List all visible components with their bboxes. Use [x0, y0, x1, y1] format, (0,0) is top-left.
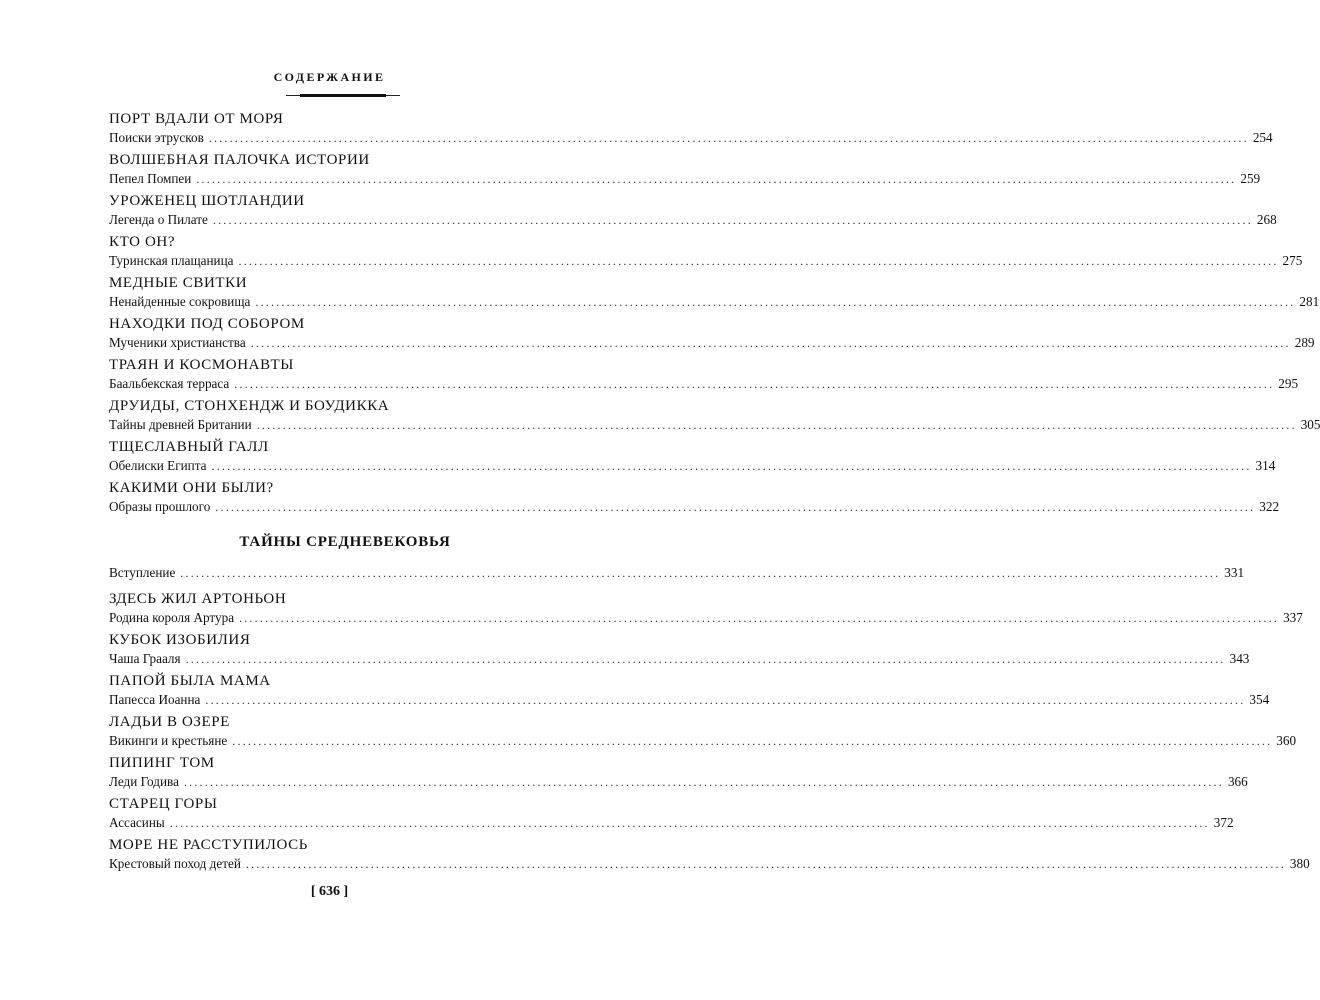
chapter-subtitle: Баальбекская терраса — [109, 376, 230, 391]
page-number: 331 — [1224, 565, 1245, 580]
chapter-title: ПАПОЙ БЫЛА МАМА — [109, 673, 271, 689]
chapter-title: ТЩЕСЛАВНЫЙ ГАЛЛ — [109, 439, 269, 455]
leader-dots: ........................................................................................................................................................................................................ — [169, 816, 1210, 830]
chapter-title: ПИПИНГ ТОМ — [109, 755, 215, 771]
toc-entry — [109, 192, 1277, 229]
chapter-line — [109, 650, 1250, 668]
chapter-line — [109, 457, 1276, 475]
chapter-line — [109, 252, 1303, 270]
chapter-line — [109, 855, 1310, 873]
page-number: 254 — [1252, 130, 1273, 145]
chapter-line — [109, 293, 1320, 311]
leader-dots: ........................................................................................................................................................................................................ — [256, 418, 1297, 432]
toc-entry — [109, 795, 1234, 832]
chapter-title: КАКИМИ ОНИ БЫЛИ? — [109, 480, 274, 496]
chapter-subtitle: Мученики христианства — [109, 335, 246, 350]
leader-dots: ........................................................................................................................................................................................................ — [239, 611, 1280, 625]
toc-entry — [109, 356, 1299, 393]
toc-entry — [109, 151, 1261, 188]
page-number: 366 — [1227, 774, 1248, 789]
chapter-subtitle: Ассасины — [109, 815, 165, 830]
chapter-title: ВОЛШЕБНАЯ ПАЛОЧКА ИСТОРИИ — [109, 152, 370, 168]
chapter-line — [109, 773, 1248, 791]
chapter-subtitle: Чаша Грааля — [109, 651, 181, 666]
page-number: 314 — [1255, 458, 1276, 473]
leader-dots: ........................................................................................................................................................................................................ — [180, 566, 1221, 580]
page-number: 268 — [1256, 212, 1277, 227]
chapter-subtitle: Тайны древней Британии — [109, 417, 252, 432]
page-number: 343 — [1229, 651, 1250, 666]
chapter-subtitle: Крестовый поход детей — [109, 856, 241, 871]
toc-entry — [109, 233, 1303, 270]
toc-entry — [109, 274, 1320, 311]
toc-entry — [109, 438, 1276, 475]
chapter-line — [109, 129, 1273, 147]
leader-dots: ........................................................................................................................................................................................................ — [205, 693, 1246, 707]
page-number: 354 — [1249, 692, 1270, 707]
page-number: 305 — [1300, 417, 1320, 432]
chapter-subtitle: Пепел Помпеи — [109, 171, 192, 186]
leader-dots: ........................................................................................................................................................................................................ — [245, 857, 1286, 871]
chapter-title: УРОЖЕНЕЦ ШОТЛАНДИИ — [109, 193, 305, 209]
leader-dots: ........................................................................................................................................................................................................ — [215, 500, 1256, 514]
chapter-title: НАХОДКИ ПОД СОБОРОМ — [109, 316, 305, 332]
chapter-subtitle: Легенда о Пилате — [109, 212, 208, 227]
chapter-line — [109, 416, 1320, 434]
leader-dots: ........................................................................................................................................................................................................ — [255, 295, 1296, 309]
toc-entry — [109, 110, 1273, 147]
toc-entry — [109, 754, 1248, 791]
page-number: 259 — [1240, 171, 1261, 186]
leader-dots: ........................................................................................................................................................................................................ — [183, 775, 1224, 789]
leader-dots: ........................................................................................................................................................................................................ — [234, 377, 1275, 391]
page-number: 295 — [1278, 376, 1299, 391]
chapter-subtitle: Обелиски Египта — [109, 458, 207, 473]
toc-entry — [109, 713, 1297, 750]
intro-label: Вступление — [109, 565, 176, 580]
page-number: 360 — [1276, 733, 1297, 748]
chapter-title: МОРЕ НЕ РАССТУПИЛОСЬ — [109, 837, 308, 853]
table-of-contents — [109, 110, 1320, 877]
chapter-line — [109, 691, 1270, 709]
page-number: 281 — [1299, 294, 1320, 309]
chapter-line — [109, 732, 1297, 750]
page-footer — [0, 884, 659, 900]
footer-bracket-close: ] — [343, 884, 349, 899]
toc-entry — [109, 397, 1320, 434]
chapter-title: ЗДЕСЬ ЖИЛ АРТОНЬОН — [109, 591, 287, 607]
toc-entry — [109, 590, 1303, 627]
chapter-title: ПОРТ ВДАЛИ ОТ МОРЯ — [109, 111, 284, 127]
page-number: 337 — [1283, 610, 1303, 625]
chapter-line — [109, 375, 1299, 393]
chapter-title: СТАРЕЦ ГОРЫ — [109, 796, 218, 812]
section-heading: ТАЙНЫ СРЕДНЕВЕКОВЬЯ — [239, 534, 451, 550]
header-rule-accent — [300, 94, 386, 97]
chapter-subtitle: Папесса Иоанна — [109, 692, 201, 707]
chapter-subtitle: Туринская плащаница — [109, 253, 234, 268]
chapter-line — [109, 609, 1303, 627]
page-number: 322 — [1259, 499, 1280, 514]
chapter-title: ДРУИДЫ, СТОНХЕНДЖ И БОУДИККА — [109, 398, 390, 414]
chapter-title: ЛАДЬИ В ОЗЕРЕ — [109, 714, 231, 730]
chapter-title: КТО ОН? — [109, 234, 176, 250]
chapter-title: ТРАЯН И КОСМОНАВТЫ — [109, 357, 294, 373]
leader-dots: ........................................................................................................................................................................................................ — [211, 459, 1252, 473]
toc-entry — [109, 631, 1250, 668]
leader-dots: ........................................................................................................................................................................................................ — [185, 652, 1226, 666]
chapter-title: МЕДНЫЕ СВИТКИ — [109, 275, 248, 291]
leader-dots: ........................................................................................................................................................................................................ — [250, 336, 1291, 350]
page-number: 275 — [1282, 253, 1303, 268]
leader-dots: ........................................................................................................................................................................................................ — [212, 213, 1253, 227]
leader-dots: ........................................................................................................................................................................................................ — [238, 254, 1279, 268]
chapter-subtitle: Викинги и крестьяне — [109, 733, 228, 748]
toc-entry — [109, 479, 1280, 516]
footer-page-number: 636 — [319, 884, 340, 899]
chapter-subtitle: Поиски этрусков — [109, 130, 204, 145]
chapter-subtitle: Образы прошлого — [109, 499, 211, 514]
footer-bracket-open: [ — [310, 884, 316, 899]
chapter-line — [109, 334, 1315, 352]
leader-dots: ........................................................................................................................................................................................................ — [208, 131, 1249, 145]
leader-dots: ........................................................................................................................................................................................................ — [232, 734, 1273, 748]
chapter-line — [109, 498, 1280, 516]
leader-dots: ........................................................................................................................................................................................................ — [196, 172, 1237, 186]
chapter-line — [109, 814, 1234, 832]
chapter-subtitle: Ненайденные сокровища — [109, 294, 251, 309]
chapter-subtitle: Леди Годива — [109, 774, 179, 789]
intro-line — [109, 564, 1245, 582]
page-number: 380 — [1289, 856, 1310, 871]
chapter-subtitle: Родина короля Артура — [109, 610, 235, 625]
page-header-title: СОДЕРЖАНИЕ — [273, 70, 386, 84]
chapter-line — [109, 170, 1261, 188]
page-number: 289 — [1294, 335, 1315, 350]
page-number: 372 — [1213, 815, 1234, 830]
toc-entry — [109, 672, 1270, 709]
toc-entry — [109, 836, 1310, 873]
toc-entry — [109, 315, 1315, 352]
chapter-title: КУБОК ИЗОБИЛИЯ — [109, 632, 251, 648]
chapter-line — [109, 211, 1277, 229]
